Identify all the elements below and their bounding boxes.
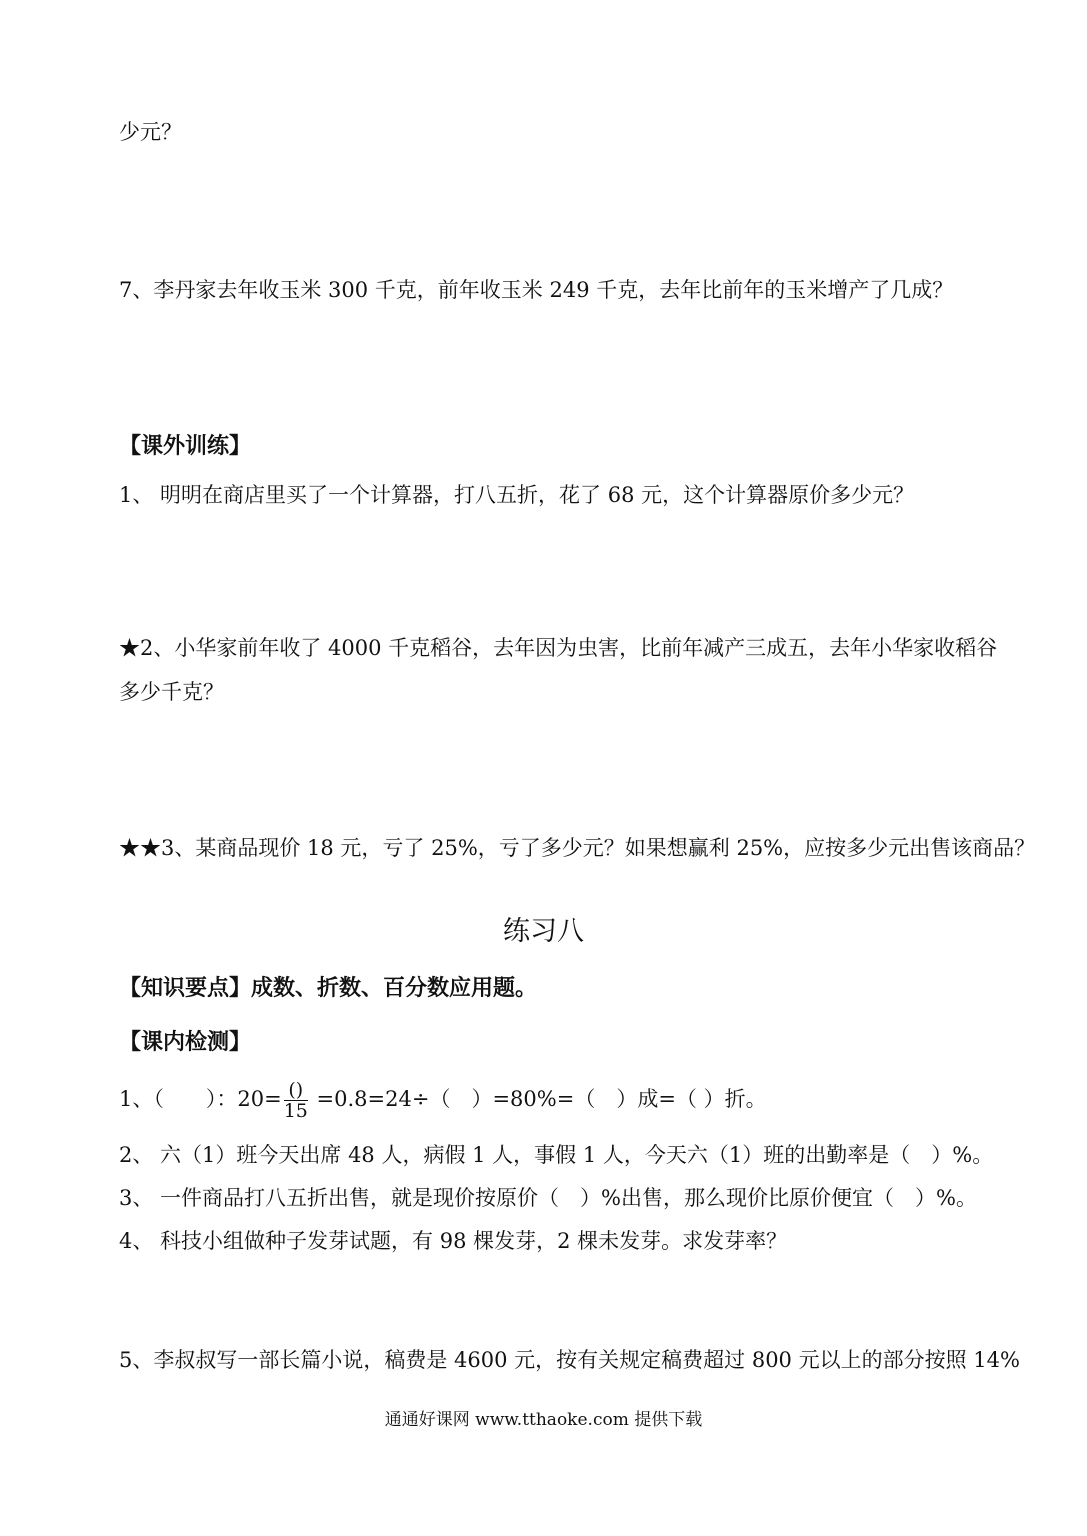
inclass-question-3: 3、 一件商品打八五折出售，就是现价按原价（ ）%出售，那么现价比原价便宜（ ）%。 bbox=[119, 1186, 977, 1210]
extracurricular-question-3: ★★3、某商品现价 18 元，亏了 25%，亏了多少元？如果想赢利 25%，应按多少元出售该商品？ bbox=[119, 836, 1036, 860]
section-title: 练习八 bbox=[503, 916, 584, 947]
inclass-question-1 bbox=[119, 1080, 767, 1121]
inclass-question-5: 5、李叔叔写一部长篇小说，稿费是 4600 元，按有关规定稿费超过 800 元以上的部分按照 14% bbox=[119, 1348, 1020, 1372]
extracurricular-question-2-line-1: ★2、小华家前年收了 4000 千克稻谷，去年因为虫害，比前年减产三成五，去年小华家收稻谷 bbox=[119, 636, 998, 660]
inclass-question-4: 4、 科技小组做种子发芽试题，有 98 棵发芽，2 棵未发芽。求发芽率？ bbox=[119, 1229, 788, 1253]
inclass-question-2: 2、 六（1）班今天出席 48 人，病假 1 人，事假 1 人，今天六（1）班的出勤率是（ ）%。 bbox=[119, 1143, 994, 1167]
continuation-text: 少元？ bbox=[119, 120, 182, 144]
fraction-denominator: 15 bbox=[283, 1100, 308, 1122]
extracurricular-question-1: 1、 明明在商店里买了一个计算器，打八五折，花了 68 元，这个计算器原价多少元？ bbox=[119, 483, 915, 507]
inclass-heading: 【课内检测】 bbox=[119, 1030, 252, 1055]
question-7: 7、李丹家去年收玉米 300 千克，前年收玉米 249 千克，去年比前年的玉米增产了几成？ bbox=[119, 278, 954, 302]
q1-prefix: 1、（ ）：20= bbox=[119, 1087, 282, 1111]
extracurricular-heading: 【课外训练】 bbox=[119, 434, 252, 459]
page-footer: 通通好课网 www.tthaoke.com 提供下载 bbox=[384, 1410, 703, 1430]
key-points-heading: 【知识要点】成数、折数、百分数应用题。 bbox=[119, 976, 538, 1001]
fraction bbox=[284, 1080, 308, 1121]
fraction-numerator: () bbox=[284, 1080, 308, 1101]
extracurricular-question-2-line-2: 多少千克？ bbox=[119, 680, 224, 704]
q1-suffix: =0.8=24÷（ ）=80%=（ ）成=（ ）折。 bbox=[309, 1087, 767, 1111]
